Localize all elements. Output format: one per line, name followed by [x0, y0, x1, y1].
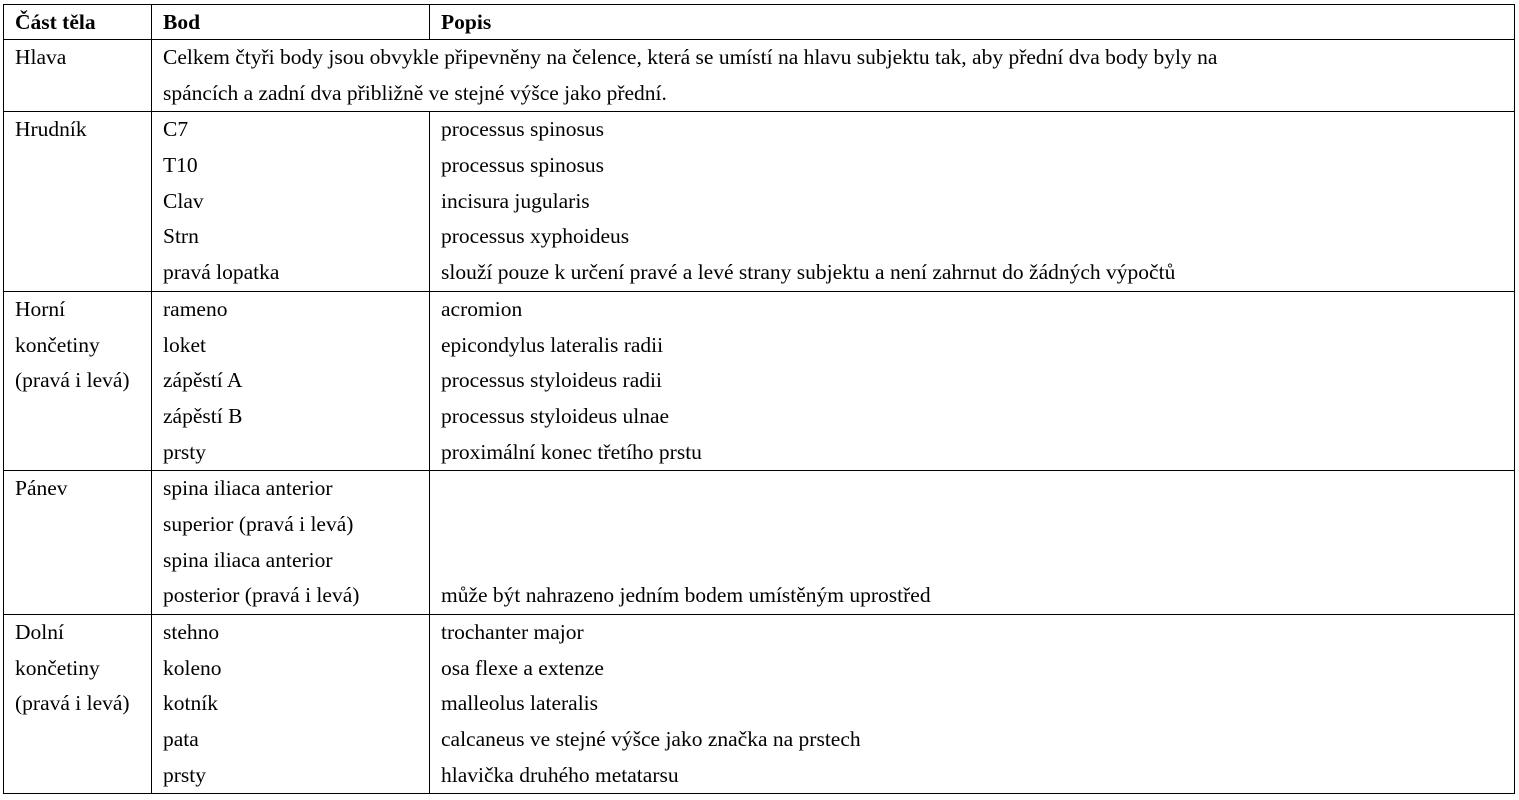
point-label: loket [163, 332, 206, 357]
description-line: spáncích a zadní dva přibližně ve stejné výšce jako přední. [163, 80, 667, 105]
part-label: končetiny [15, 655, 100, 680]
table-row-upper-limbs [4, 291, 1515, 470]
description-line: hlavička druhého metatarsu [441, 762, 679, 787]
part-label: Dolní [15, 620, 64, 644]
part-cell [4, 112, 152, 291]
point-cell [152, 615, 430, 794]
part-label: (pravá i levá) [15, 691, 130, 716]
description-line [441, 471, 1503, 507]
description-cell [430, 291, 1515, 470]
point-label: spina iliaca anterior [163, 547, 333, 572]
point-label: rameno [163, 296, 228, 321]
description-line: může být nahrazeno jedním bodem umístěným uprostřed [441, 583, 931, 608]
part-cell [4, 291, 152, 470]
description-cell [430, 112, 1515, 291]
point-label: spina iliaca anterior [163, 476, 333, 501]
table-row-head [4, 40, 1515, 112]
description-line: incisura jugularis [441, 188, 590, 213]
header-point: Bod [152, 5, 430, 40]
description-line: proximální konec třetího prstu [441, 439, 702, 464]
point-label: pata [163, 727, 199, 752]
point-cell [152, 471, 430, 615]
header-row [4, 5, 1515, 40]
description-line: epicondylus lateralis radii [441, 332, 664, 357]
description-line: Celkem čtyři body jsou obvykle připevněny na čelence, která se umístí na hlavu subjektu tak, aby přední dva body byly na [163, 45, 1218, 69]
point-cell [152, 291, 430, 470]
description-line: slouží pouze k určení pravé a levé strany subjektu a není zahrnut do žádných výpočtů [441, 260, 1176, 285]
part-label: končetiny [15, 332, 100, 357]
description-line: osa flexe a extenze [441, 655, 604, 680]
description-cell [152, 40, 1515, 112]
part-cell [4, 471, 152, 615]
point-label: koleno [163, 655, 222, 680]
header-description: Popis [430, 5, 1515, 40]
description-cell [430, 471, 1515, 615]
part-label: Hlava [15, 45, 67, 69]
point-label: prsty [163, 762, 206, 787]
description-line: processus spinosus [441, 117, 605, 142]
table-row-chest [4, 112, 1515, 291]
description-cell [430, 615, 1515, 794]
header-part: Část těla [4, 5, 152, 40]
part-cell [4, 615, 152, 794]
point-cell [152, 112, 430, 291]
part-label: Pánev [15, 476, 68, 501]
point-label: prsty [163, 439, 206, 464]
description-line [441, 507, 1503, 543]
part-label: Horní [15, 296, 66, 321]
point-label: superior (pravá i levá) [163, 511, 354, 536]
point-label: T10 [163, 153, 198, 178]
description-line: calcaneus ve stejné výšce jako značka na prstech [441, 727, 861, 752]
description-line [441, 543, 1503, 579]
marker-table [3, 4, 1515, 794]
part-label: Hrudník [15, 117, 87, 142]
point-label: zápěstí A [163, 368, 243, 393]
point-label: zápěstí B [163, 403, 243, 428]
part-cell [4, 40, 152, 112]
description-line: processus styloideus ulnae [441, 403, 670, 428]
description-line: trochanter major [441, 620, 584, 644]
description-line: acromion [441, 296, 523, 321]
point-label: posterior (pravá i levá) [163, 583, 360, 608]
part-label: (pravá i levá) [15, 368, 130, 393]
point-label: Strn [163, 224, 199, 249]
point-label: C7 [163, 117, 189, 142]
point-label: pravá lopatka [163, 260, 280, 285]
description-line: processus styloideus radii [441, 368, 662, 393]
point-label: Clav [163, 188, 204, 213]
table-row-lower-limbs [4, 615, 1515, 794]
point-label: kotník [163, 691, 218, 716]
description-line: processus xyphoideus [441, 224, 630, 249]
point-label: stehno [163, 620, 220, 644]
description-line: processus spinosus [441, 153, 605, 178]
description-line: malleolus lateralis [441, 691, 599, 716]
table-row-pelvis [4, 471, 1515, 615]
